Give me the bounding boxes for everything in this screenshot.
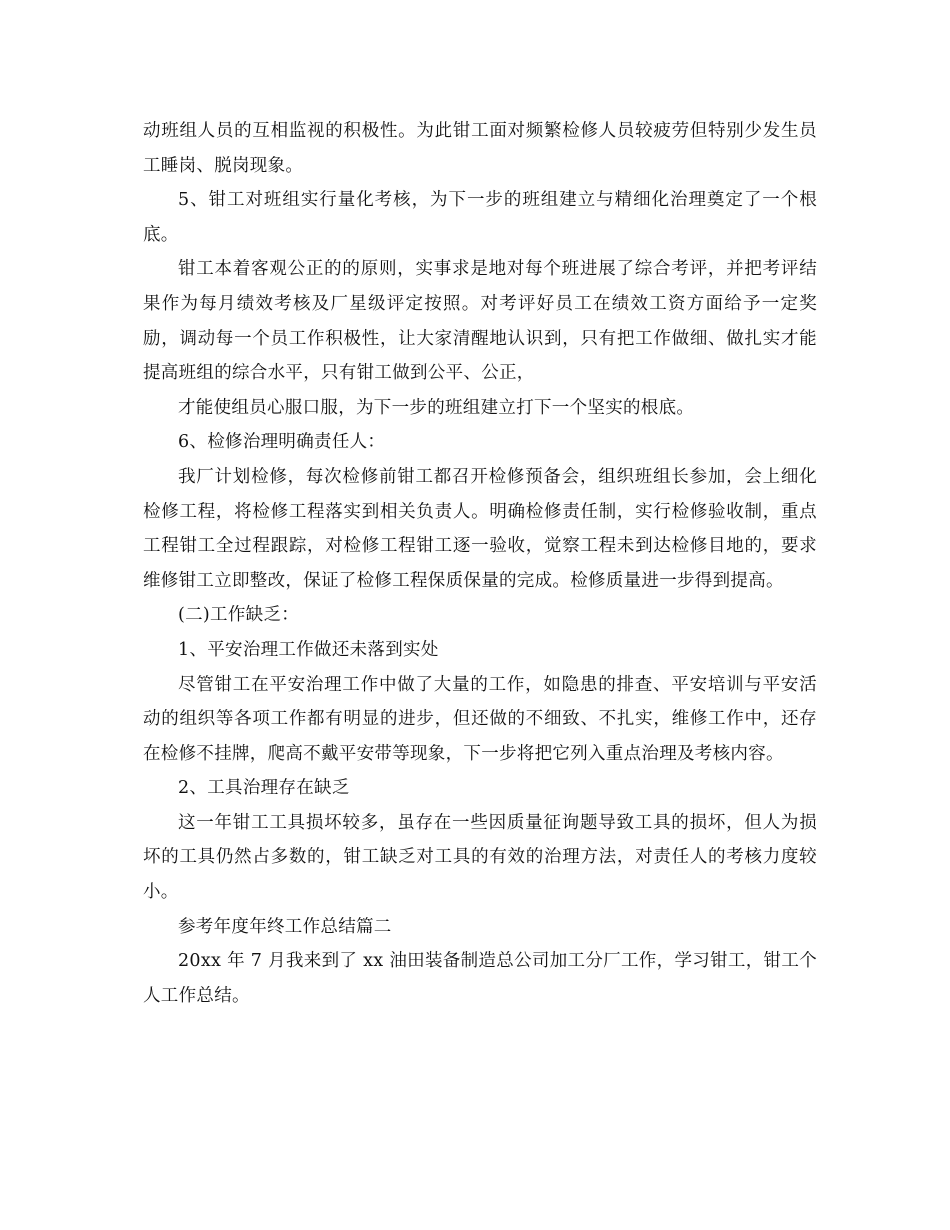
section-heading: 6、检修治理明确责任人： — [178, 432, 386, 453]
paragraph: 钳工本着客观公正的的原则，实事求是地对每个班进展了综合考评，并把考评结果作为每月绩效考核及厂星级评定按照。对考评好员工在绩效工资方面给予一定奖励，调动每一个员工作积极性，让大家清醒地认识到，只有把工作做细、做扎实才能提高班组的综合水平，只有钳工做到公平、公正， — [143, 259, 817, 384]
paragraph: 才能使组员心服口服，为下一步的班组建立打下一个坚实的根底。 — [178, 397, 695, 418]
section-heading: 1、平安治理工作做还未落到实处 — [178, 639, 439, 660]
section-heading: (二)工作缺乏： — [178, 605, 300, 626]
section-heading: 2、工具治理存在缺乏 — [178, 778, 350, 799]
paragraph: 这一年钳工工具损坏较多，虽存在一些因质量征询题导致工具的损坏，但人为损坏的工具仍然占多数的，钳工缺乏对工具的有效的治理方法，对责任人的考核力度较小。 — [143, 812, 817, 903]
paragraph: 20xx 年 7 月我来到了 xx 油田装备制造总公司加工分厂工作，学习钳工，钳工个人工作总结。 — [143, 951, 817, 1006]
paragraph: 5、钳工对班组实行量化考核，为下一步的班组建立与精细化治理奠定了一个根底。 — [143, 190, 817, 245]
paragraph: 动班组人员的互相监视的积极性。为此钳工面对频繁检修人员较疲劳但特别少发生员工睡岗、脱岗现象。 — [143, 121, 817, 176]
section-title: 参考年度年终工作总结篇二 — [178, 916, 392, 937]
paragraph: 尽管钳工在平安治理工作中做了大量的工作，如隐患的排查、平安培训与平安活动的组织等各项工作都有明显的进步，但还做的不细致、不扎实，维修工作中，还存在检修不挂牌，爬高不戴平安带等现象，下一步将把它列入重点治理及考核内容。 — [143, 674, 817, 764]
paragraph: 我厂计划检修，每次检修前钳工都召开检修预备会，组织班组长参加，会上细化检修工程，将检修工程落实到相关负责人。明确检修责任制，实行检修验收制，重点工程钳工全过程跟踪，对检修工程钳工逐一验收，觉察工程未到达检修目地的，要求维修钳工立即整改，保证了检修工程保质保量的完成。检修质量进一步得到提高。 — [143, 466, 817, 591]
document-body — [143, 114, 817, 1013]
